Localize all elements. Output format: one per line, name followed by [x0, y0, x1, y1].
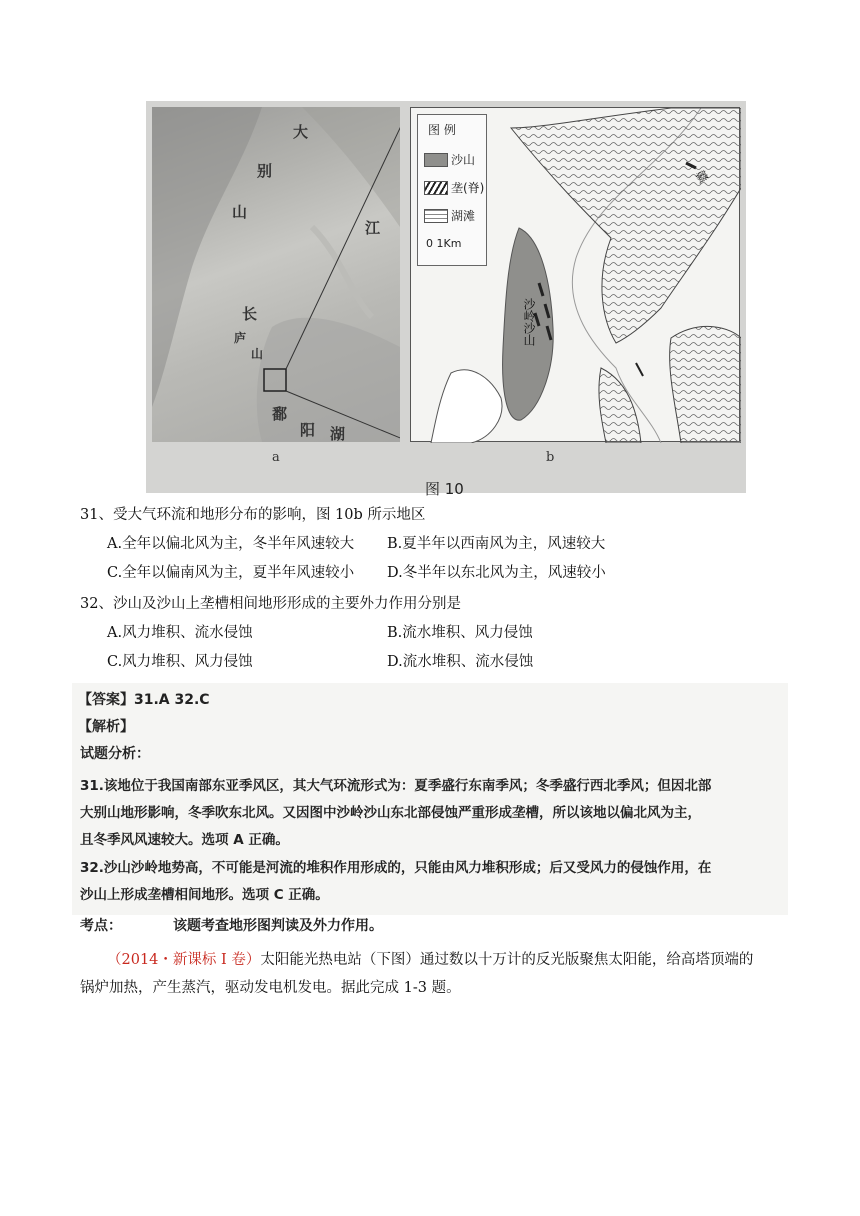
- figure-10: [146, 101, 746, 498]
- analysis-31-line-2: 大别山地形影响，冬季吹东北风。又因图中沙岭沙山东北部侵蚀严重形成垄槽，所以该地以偏北风为主，: [80, 805, 701, 821]
- map-label-hu: 湖: [330, 425, 346, 443]
- question-32-stem: 32、沙山及沙山上垄槽相间地形形成的主要外力作用分别是: [80, 596, 461, 612]
- gan-label: 赣: [692, 168, 711, 186]
- map-label-po: 鄱: [272, 405, 288, 423]
- ridge-swatch: [424, 181, 448, 195]
- analysis-31-line-3: 且冬季风风速较大。选项 A 正确。: [80, 832, 289, 848]
- source-tag: （2014・新课标 I 卷）: [107, 952, 261, 968]
- answer-line: 【答案】31.A 32.C: [78, 692, 210, 708]
- panel-a-caption: a: [272, 450, 280, 465]
- answer-section: [72, 683, 788, 915]
- legend-item-ridge: 垄(脊): [424, 179, 484, 193]
- map-label-lu: 庐: [234, 331, 247, 345]
- satellite-map-a: [152, 107, 400, 442]
- q31-option-d: D.冬半年以东北风为主，风速较小: [387, 565, 606, 581]
- shaling-label: 沙岭沙山: [522, 298, 536, 346]
- intro-text-2: 锅炉加热，产生蒸汽，驱动发电机发电。据此完成 1-3 题。: [80, 980, 461, 996]
- q32-option-b: B.流水堆积、风力侵蚀: [387, 625, 533, 641]
- q32-option-a: A.风力堆积、流水侵蚀: [107, 625, 253, 641]
- analysis-32-line-2: 沙山上形成垄槽相间地形。选项 C 正确。: [80, 887, 329, 903]
- analysis-label: 【解析】: [78, 719, 134, 735]
- scale-bar: 0 1Km: [426, 237, 462, 250]
- next-question-intro: [107, 948, 753, 969]
- q32-option-c: C.风力堆积、风力侵蚀: [107, 654, 253, 670]
- q31-option-a: A.全年以偏北风为主，冬半年风速较大: [107, 536, 355, 552]
- map-legend: [417, 114, 487, 266]
- analysis-32-line-1: 32.沙山沙岭地势高，不可能是河流的堆积作用形成的，只能由风力堆积形成；后又受风力的侵蚀作用，在: [80, 860, 712, 876]
- tidal-flat-swatch: [424, 209, 448, 223]
- question-31-stem: 31、受大气环流和地形分布的影响，图 10b 所示地区: [80, 507, 426, 523]
- sand-hill-swatch: [424, 153, 448, 167]
- figure-title: 图 10: [425, 480, 464, 498]
- map-label-shan: 山: [232, 203, 248, 221]
- kaodian-label: 考点：: [80, 918, 122, 934]
- q31-option-b: B.夏半年以西南风为主，风速较大: [387, 536, 606, 552]
- legend-item-sand-hill: 沙山: [424, 151, 475, 165]
- analysis-31-line-1: 31.该地位于我国南部东亚季风区，其大气环流形式为：夏季盛行东南季风；冬季盛行西北季风；但因北部: [80, 778, 712, 794]
- intro-text-1: 太阳能光热电站（下图）通过数以十万计的反光版聚焦太阳能，给高塔顶端的: [260, 952, 754, 968]
- kaodian-text: 该题考查地形图判读及外力作用。: [173, 918, 383, 934]
- map-label-jiang: 江: [365, 219, 381, 237]
- map-label-da: 大: [293, 123, 309, 141]
- q31-option-c: C.全年以偏南风为主，夏半年风速较小: [107, 565, 355, 581]
- map-label-bie: 别: [257, 162, 273, 180]
- panel-b-caption: b: [546, 450, 555, 465]
- analysis-intro: 试题分析：: [80, 746, 150, 762]
- detail-map-b: [410, 107, 740, 442]
- map-label-chang: 长: [242, 305, 258, 323]
- legend-item-tidal-flat: 湖滩: [424, 207, 475, 221]
- legend-title: 图 例: [428, 123, 456, 137]
- satellite-terrain: [152, 107, 400, 442]
- map-label-lushan: 山: [251, 347, 264, 361]
- map-label-yang: 阳: [300, 421, 316, 439]
- q32-option-d: D.流水堆积、流水侵蚀: [387, 654, 534, 670]
